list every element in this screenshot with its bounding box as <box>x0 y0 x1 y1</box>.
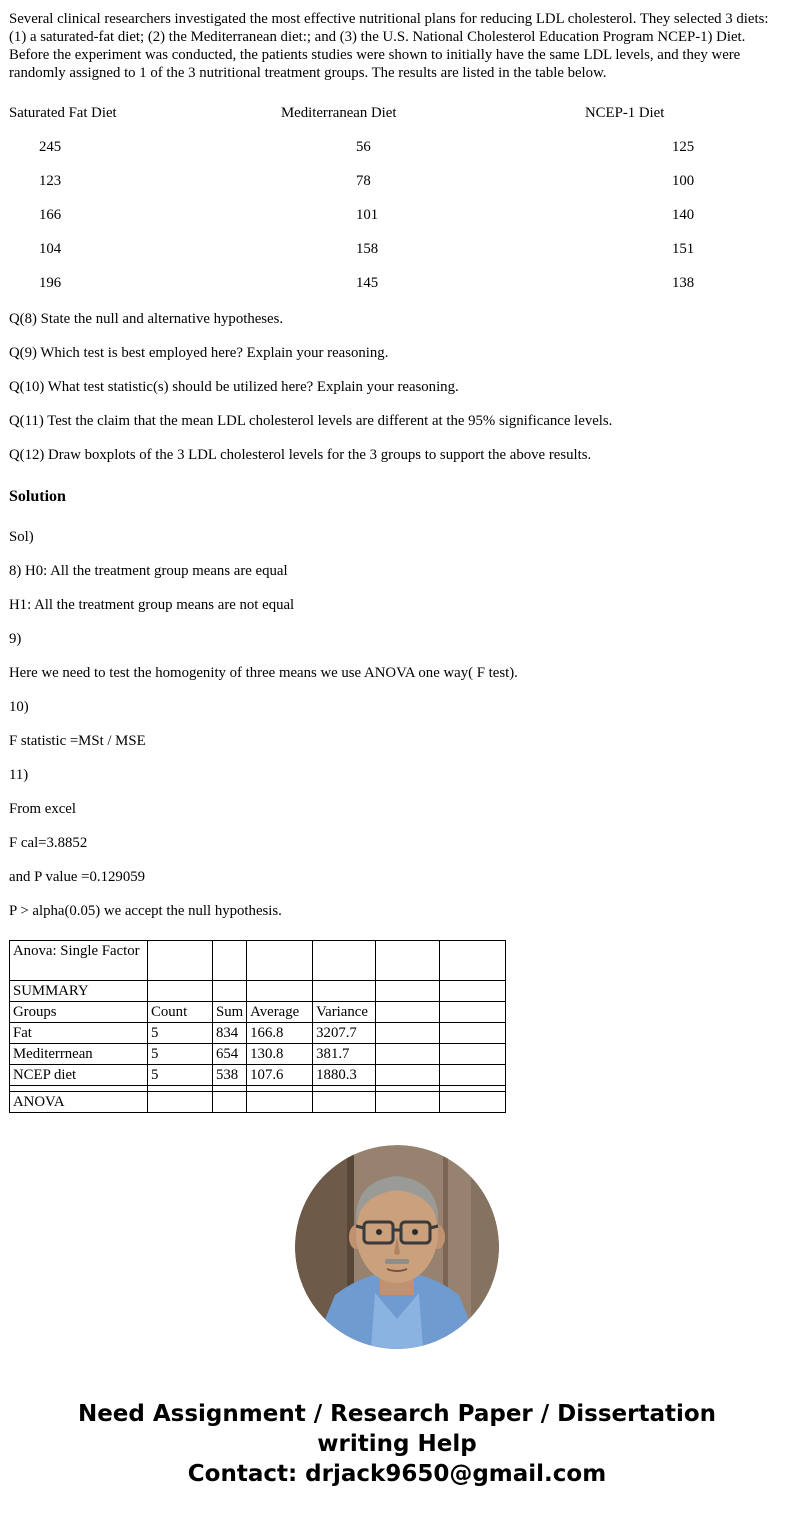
avatar <box>295 1145 499 1349</box>
table-cell <box>148 1092 213 1113</box>
table-cell: 654 <box>213 1044 247 1065</box>
ldl-value: 100 <box>672 173 695 189</box>
table-cell <box>440 1044 506 1065</box>
solution-line: 8) H0: All the treatment group means are equal <box>9 563 288 579</box>
table-cell: 538 <box>213 1065 247 1086</box>
column-header-saturated-fat: Saturated Fat Diet <box>9 105 117 121</box>
column-header-mediterranean: Mediterranean Diet <box>281 105 397 121</box>
ldl-value: 166 <box>39 207 62 223</box>
solution-line: and P value =0.129059 <box>9 869 146 885</box>
table-row <box>10 1044 506 1065</box>
table-cell: Count <box>148 1002 213 1023</box>
ldl-value: 56 <box>356 139 371 155</box>
solution-line: From excel <box>9 801 76 817</box>
ldl-value: 196 <box>39 275 62 291</box>
table-cell <box>440 1092 506 1113</box>
table-cell: 834 <box>213 1023 247 1044</box>
table-cell: 5 <box>148 1023 213 1044</box>
table-cell <box>247 981 313 1002</box>
ldl-value: 78 <box>356 173 371 189</box>
solution-line: Here we need to test the homogenity of three means we use ANOVA one way( F test). <box>9 665 518 681</box>
table-cell <box>376 1002 440 1023</box>
footer-contact-email: Contact: drjack9650@gmail.com <box>187 1461 607 1487</box>
table-row <box>10 981 506 1002</box>
ldl-value: 140 <box>672 207 695 223</box>
table-cell <box>376 1023 440 1044</box>
question-11: Q(11) Test the claim that the mean LDL cholesterol levels are different at the 95% significance levels. <box>9 413 613 429</box>
table-cell <box>376 941 440 981</box>
avatar-container <box>9 1145 785 1349</box>
table-row <box>10 1065 506 1086</box>
table-cell <box>440 1065 506 1086</box>
footer-promo <box>9 1399 785 1489</box>
ldl-value: 245 <box>39 139 62 155</box>
question-8: Q(8) State the null and alternative hypotheses. <box>9 311 284 327</box>
table-cell <box>440 1002 506 1023</box>
table-cell: 130.8 <box>247 1044 313 1065</box>
ldl-value: 123 <box>39 173 62 189</box>
table-cell: Anova: Single Factor <box>10 941 148 981</box>
solution-line: F cal=3.8852 <box>9 835 88 851</box>
table-cell <box>148 941 213 981</box>
table-cell <box>213 941 247 981</box>
table-cell <box>440 1023 506 1044</box>
table-cell: 5 <box>148 1044 213 1065</box>
ldl-value: 138 <box>672 275 695 291</box>
table-cell <box>376 1065 440 1086</box>
table-cell: 1880.3 <box>313 1065 376 1086</box>
table-cell: 381.7 <box>313 1044 376 1065</box>
anova-summary-table <box>9 940 506 1113</box>
table-cell <box>440 981 506 1002</box>
table-cell <box>213 1092 247 1113</box>
column-header-ncep1: NCEP-1 Diet <box>585 105 665 121</box>
table-cell <box>440 941 506 981</box>
table-cell <box>313 1092 376 1113</box>
ldl-value: 101 <box>356 207 379 223</box>
table-cell <box>247 1092 313 1113</box>
table-cell <box>213 981 247 1002</box>
table-row <box>10 1002 506 1023</box>
question-10: Q(10) What test statistic(s) should be utilized here? Explain your reasoning. <box>9 379 459 395</box>
table-cell: Mediterrnean <box>10 1044 148 1065</box>
ldl-value: 104 <box>39 241 62 257</box>
table-row <box>10 1092 506 1113</box>
table-cell: Groups <box>10 1002 148 1023</box>
table-cell: SUMMARY <box>10 981 148 1002</box>
table-row <box>10 1023 506 1044</box>
ldl-value: 125 <box>672 139 695 155</box>
table-cell: Fat <box>10 1023 148 1044</box>
footer-line-2: writing Help <box>317 1431 477 1457</box>
footer-line-1: Need Assignment / Research Paper / Dissertation <box>77 1401 717 1427</box>
table-cell <box>313 941 376 981</box>
table-cell: 3207.7 <box>313 1023 376 1044</box>
solution-line: Sol) <box>9 529 34 545</box>
table-cell <box>148 981 213 1002</box>
ldl-value: 145 <box>356 275 379 291</box>
table-cell <box>313 981 376 1002</box>
table-cell <box>376 981 440 1002</box>
ldl-data-table <box>9 96 785 300</box>
table-cell: 166.8 <box>247 1023 313 1044</box>
table-cell: ANOVA <box>10 1092 148 1113</box>
solution-line: F statistic =MSt / MSE <box>9 733 146 749</box>
solution-line: H1: All the treatment group means are not equal <box>9 597 295 613</box>
ldl-value: 151 <box>672 241 695 257</box>
table-cell: 5 <box>148 1065 213 1086</box>
solution-line: P > alpha(0.05) we accept the null hypothesis. <box>9 903 282 919</box>
table-cell: Average <box>247 1002 313 1023</box>
table-row <box>10 941 506 981</box>
solution-line: 11) <box>9 767 29 783</box>
table-cell <box>376 1044 440 1065</box>
solution-heading: Solution <box>9 488 66 505</box>
question-9: Q(9) Which test is best employed here? Explain your reasoning. <box>9 345 389 361</box>
ldl-value: 158 <box>356 241 379 257</box>
table-cell: NCEP diet <box>10 1065 148 1086</box>
table-cell: Sum <box>213 1002 247 1023</box>
table-cell: 107.6 <box>247 1065 313 1086</box>
question-12: Q(12) Draw boxplots of the 3 LDL cholesterol levels for the 3 groups to support the above results. <box>9 447 592 463</box>
solution-line: 10) <box>9 699 29 715</box>
intro-paragraph: Several clinical researchers investigated the most effective nutritional plans for reducing LDL cholesterol. They selected 3 diets: (1) a saturated-fat diet; (2) the Mediterranean diet:; and (3) the U.S. National Cholesterol Education Program NCEP-1) Diet. Before the experiment was conducted, the patients studies were shown to initially have the same LDL levels, and they were randomly assigned to 1 of the 3 nutritional treatment groups. The results are listed in the table below. <box>9 11 769 81</box>
table-cell: Variance <box>313 1002 376 1023</box>
solution-line: 9) <box>9 631 22 647</box>
table-cell <box>247 941 313 981</box>
table-cell <box>376 1092 440 1113</box>
